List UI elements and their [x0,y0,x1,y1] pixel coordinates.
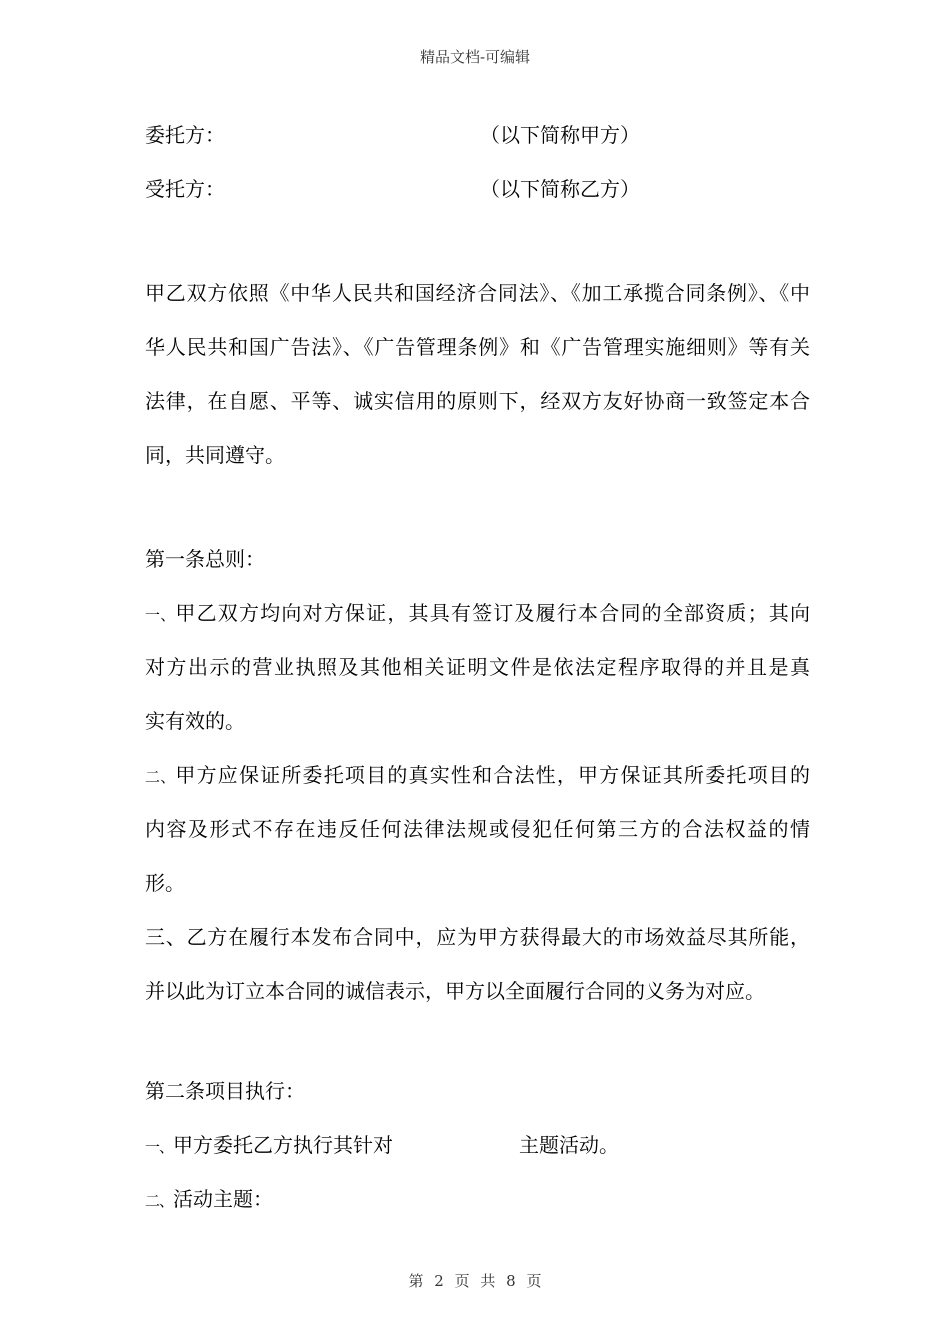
article2-item2 [145,1172,810,1226]
article1-item3-line: 三、乙方在履行本发布合同中，应为甲方获得最大的市场效益尽其所能， [145,925,810,949]
article1-item1-line: 对方出示的营业执照及其他相关证明文件是依法定程序取得的并且是真 [145,655,810,679]
page-header: 精品文档-可编辑 [419,48,531,66]
agent-note: （以下简称乙方） [480,177,640,201]
article1-item2-line [145,748,810,802]
preamble-paragraph [145,266,810,482]
article1-item1-line [145,586,810,640]
article2-item1-text-before: 甲方委托乙方执行其针对 [173,1133,394,1157]
client-note: （以下简称甲方） [480,123,640,147]
article1-item1-number: 一、 [145,606,176,624]
preamble-line: 同，共同遵守。 [145,443,285,467]
article2-item2-number: 二、 [145,1192,174,1210]
article1-item1 [145,586,810,748]
page-footer: 第 2 页 共 8 页 [408,1272,542,1290]
spacer [145,1018,810,1064]
article1-item3-line: 并以此为订立本合同的诚信表示，甲方以全面履行合同的义务为对应。 [145,979,765,1003]
article1-item2-text: 甲方应保证所委托项目的真实性和合法性，甲方保证其所委托项目的 [175,763,810,787]
article1-title: 第一条总则： [145,547,265,571]
article1-item2 [145,748,810,910]
agent-label: 受托方： [145,177,225,201]
preamble-line: 法律，在自愿、平等、诚实信用的原则下，经双方友好协商一致签定本合 [145,389,810,413]
article1-item1-line: 实有效的。 [145,709,245,733]
article2-title: 第二条项目执行： [145,1079,305,1103]
article2-item2-text: 活动主题： [173,1187,274,1211]
article1-item2-number: 二、 [145,768,176,786]
preamble-line: 华人民共和国广告法》、《广告管理条例》和《广告管理实施细则》等有关 [145,335,810,359]
article2-item1-text-after: 主题活动。 [519,1133,620,1157]
article1-item2-line: 内容及形式不存在违反任何法律法规或侵犯任何第三方的合法权益的情 [145,817,810,841]
client-label: 委托方： [145,123,225,147]
spacer [145,216,810,266]
client-party-line [145,108,810,162]
spacer [145,482,810,532]
article1-item3 [145,910,810,1018]
document-body [145,108,810,1226]
agent-party-line [145,162,810,216]
article2-item1 [145,1118,810,1172]
preamble-line: 甲乙双方依照《中华人民共和国经济合同法》、《加工承揽合同条例》、《中 [145,281,810,305]
article2-item1-number: 一、 [145,1138,174,1156]
article1-item1-text: 甲乙双方均向对方保证，其具有签订及履行本合同的全部资质；其向 [175,601,810,625]
article1-item2-line: 形。 [145,871,185,895]
